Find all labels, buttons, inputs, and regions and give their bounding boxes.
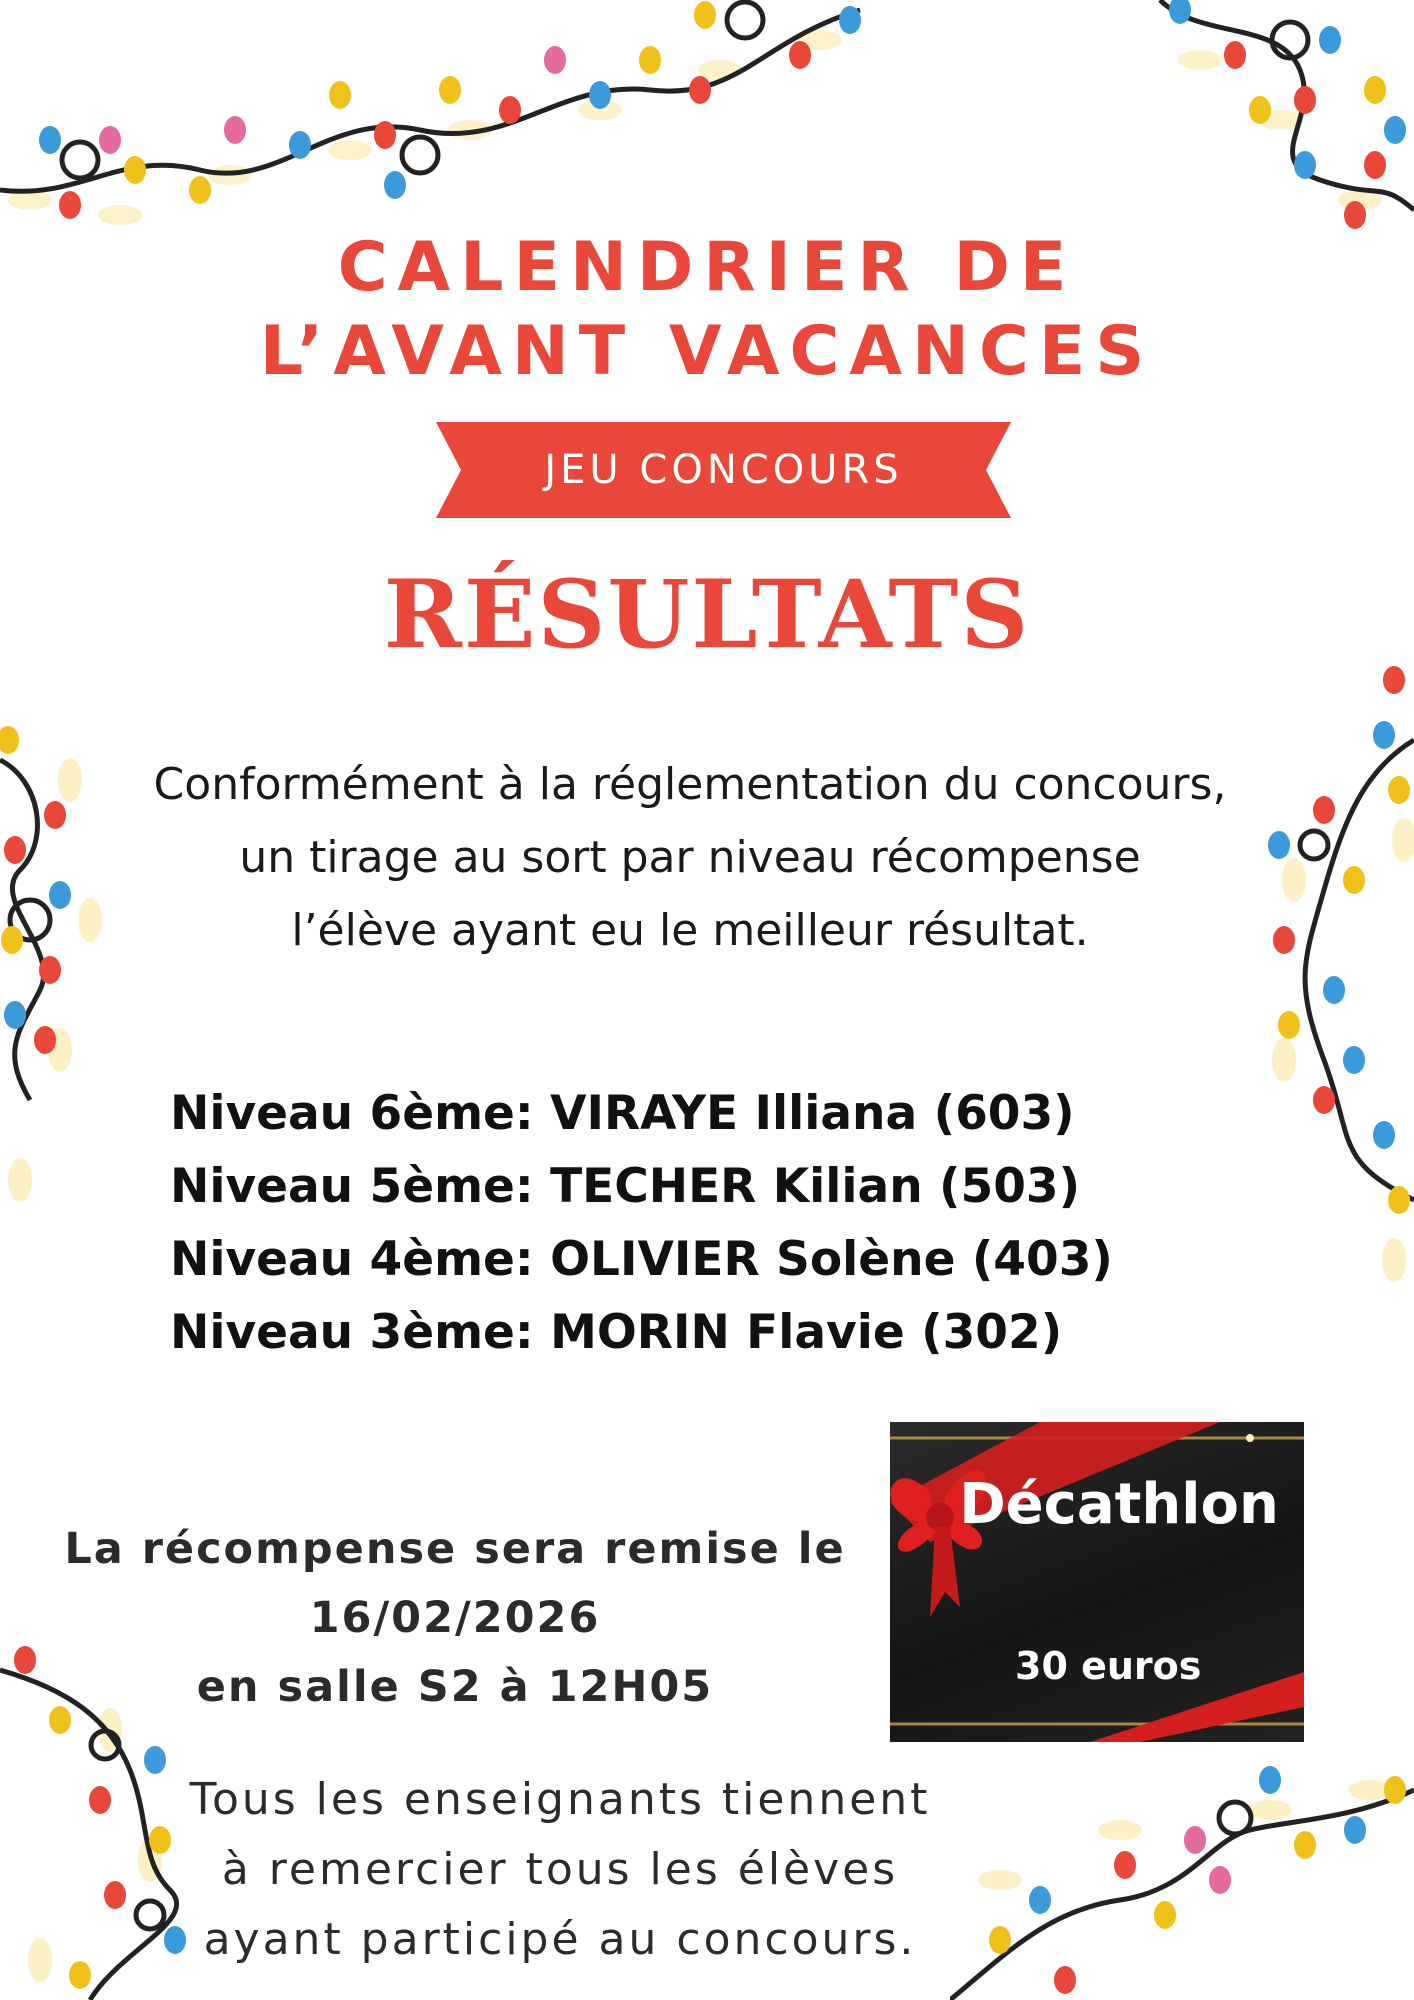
string-lights-top — [0, 0, 1414, 240]
winner-5eme: Niveau 5ème: TECHER Kilian (503) — [170, 1159, 1081, 1214]
reward-info — [60, 1515, 850, 1722]
thanks-line: ayant participé au concours. — [203, 1914, 917, 1965]
title-line-2: L’AVANT VACANCES — [259, 312, 1155, 391]
intro-line: Conformément à la réglementation du concours, — [153, 759, 1227, 810]
resultats-heading: RÉSULTATS — [383, 560, 1031, 670]
gift-card-value: 30 euros — [1015, 1644, 1202, 1688]
reward-line: La récompense sera remise le — [64, 1524, 846, 1574]
gift-card-brand: Décathlon — [959, 1472, 1279, 1537]
ribbon-label: JEU CONCOURS — [544, 447, 903, 493]
thanks-message — [150, 1765, 970, 1975]
intro-line: un tirage au sort par niveau récompense — [239, 832, 1141, 883]
title-line-1: CALENDRIER DE — [337, 228, 1077, 307]
intro-paragraph — [60, 748, 1320, 967]
winner-4eme: Niveau 4ème: OLIVIER Solène (403) — [170, 1232, 1113, 1287]
reward-date: 16/02/2026 — [309, 1593, 601, 1643]
reward-location: en salle S2 à 12H05 — [196, 1662, 714, 1712]
string-lights-bottom-right — [950, 1750, 1414, 2000]
winner-3eme: Niveau 3ème: MORIN Flavie (302) — [170, 1305, 1063, 1360]
winner-6eme: Niveau 6ème: VIRAYE Illiana (603) — [170, 1086, 1075, 1141]
winners-list — [170, 1077, 1113, 1369]
jeu-concours-ribbon — [436, 422, 1011, 518]
intro-line: l’élève ayant eu le meilleur résultat. — [291, 905, 1089, 956]
thanks-line: à remercier tous les élèves — [221, 1844, 899, 1895]
gift-card — [890, 1422, 1304, 1742]
gift-card-ribbon-art — [890, 1422, 1304, 1742]
thanks-line: Tous les enseignants tiennent — [189, 1774, 931, 1825]
